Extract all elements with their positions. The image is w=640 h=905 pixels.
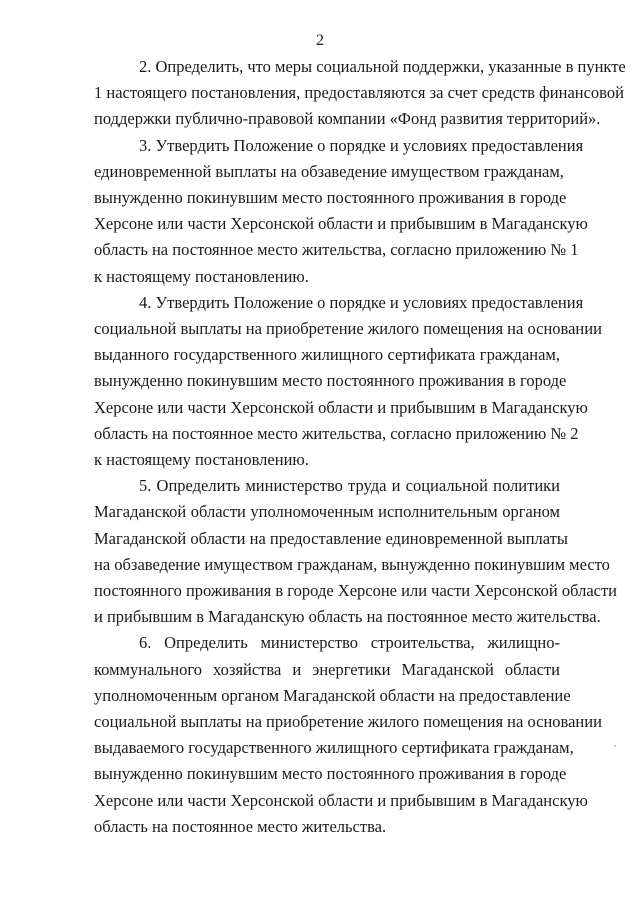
document-body [94,54,626,840]
paragraph-line: Херсоне или части Херсонской области и прибывшим в Магаданскую [94,397,588,417]
paragraph-line: 6. Определить министерство строительства, жилищно- [139,633,560,653]
paragraph-line: единовременной выплаты на обзаведение имуществом гражданам, [94,161,564,181]
paragraph-line: 2. Определить, что меры социальной поддержки, указанные в пункте [139,57,626,76]
paragraph-line: Херсоне или части Херсонской области и прибывшим в Магаданскую [94,214,588,234]
paragraph-line: постоянного проживания в городе Херсоне или части Херсонской области [94,581,618,601]
paragraph-line: выданного государственного жилищного сертификата гражданам, [94,345,560,365]
paragraph-4 [94,290,602,473]
paragraph-line: 5. Определить министерство труда и социальной политики [139,476,560,496]
paragraph-line: уполномоченным органом Магаданской области на предоставление [94,685,571,705]
paragraph-line: Магаданской области на предоставление единовременной выплаты [94,528,568,548]
paragraph-line: к настоящему постановлению. [94,266,309,286]
paragraph-line: область на постоянное место жительства, согласно приложению № 2 [94,423,579,443]
paragraph-line: выдаваемого государственного жилищного сертификата гражданам, [94,738,574,758]
paragraph-3 [94,133,588,290]
paragraph-line: вынужденно покинувшим место постоянного проживания в городе [94,188,567,208]
scan-speck [614,745,616,747]
paragraph-line: 4. Утвердить Положение о порядке и условиях предоставления [139,292,584,312]
page-number: 2 [316,32,324,49]
paragraph-line: и прибывшим в Магаданскую область на постоянное место жительства. [94,607,601,627]
paragraph-line: коммунального хозяйства и энергетики Магаданской области [94,659,560,679]
paragraph-line: социальной выплаты на приобретение жилого помещения на основании [94,712,602,732]
paragraph-line: область на постоянное место жительства. [94,816,387,836]
paragraph-line: Магаданской области уполномоченным исполнительным органом [94,502,560,522]
paragraph-2 [94,54,626,133]
paragraph-5 [94,473,618,630]
paragraph-line: вынужденно покинувшим место постоянного проживания в городе [94,371,567,391]
paragraph-line: поддержки публично-правовой компании «Фонд развития территорий». [94,109,601,129]
paragraph-line: вынужденно покинувшим место постоянного проживания в городе [94,764,567,784]
paragraph-6 [94,630,602,840]
paragraph-line: 1 настоящего постановления, предоставляются за счет средств финансовой [94,83,624,103]
paragraph-line: Херсоне или части Херсонской области и прибывшим в Магаданскую [94,790,588,810]
paragraph-line: к настоящему постановлению. [94,450,309,470]
paragraph-line: область на постоянное место жительства, согласно приложению № 1 [94,240,579,260]
paragraph-line: на обзаведение имуществом гражданам, вынужденно покинувшим место [94,554,610,574]
paragraph-line: 3. Утвердить Положение о порядке и условиях предоставления [139,135,584,155]
paragraph-line: социальной выплаты на приобретение жилого помещения на основании [94,319,602,339]
